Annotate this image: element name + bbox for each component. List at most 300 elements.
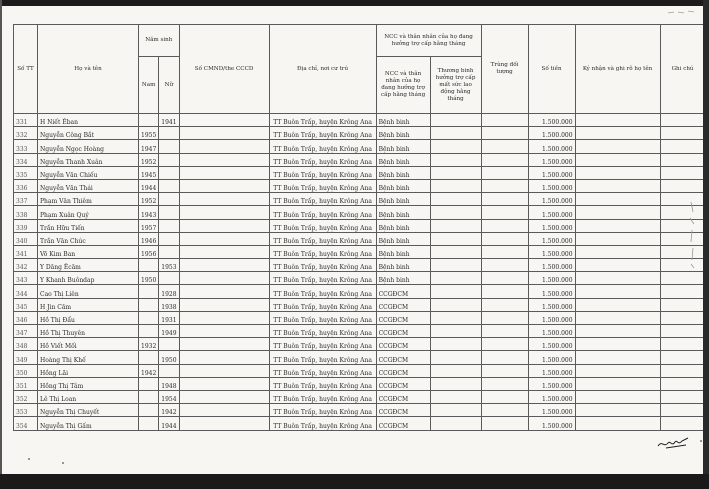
scan-edge-right (703, 0, 709, 489)
row-note (660, 166, 705, 179)
row-signature (575, 193, 660, 206)
row-birth-female: 1941 (159, 114, 179, 127)
row-birth-male: 1957 (139, 219, 159, 232)
row-stt: 338 (14, 206, 38, 219)
row-birth-male (139, 417, 159, 430)
row-stt: 346 (14, 311, 38, 324)
table-row (14, 219, 706, 232)
row-address: TT Buôn Trấp, huyện Krông Ana (269, 179, 376, 192)
row-amount: 1.500.000 (528, 219, 575, 232)
row-name: Phạm Văn Thiêm (38, 193, 139, 206)
row-category: Bệnh binh (376, 127, 430, 140)
row-birth-female: 1944 (159, 417, 179, 430)
row-stt: 340 (14, 232, 38, 245)
row-overlap (481, 390, 528, 403)
row-name: Trần Văn Chúc (38, 232, 139, 245)
table-row (14, 364, 706, 377)
row-overlap (481, 298, 528, 311)
row-address: TT Buôn Trấp, huyện Krông Ana (269, 219, 376, 232)
row-signature (575, 417, 660, 430)
row-category: CCGĐCM (376, 364, 430, 377)
row-address: TT Buôn Trấp, huyện Krông Ana (269, 298, 376, 311)
row-category: Bệnh binh (376, 259, 430, 272)
row-signature (575, 311, 660, 324)
row-stt: 348 (14, 338, 38, 351)
row-overlap (481, 245, 528, 258)
header-overlap: Trùng đối tượng (481, 25, 528, 114)
scan-speck (62, 462, 64, 464)
header-id-card: Số CMND/the CCCD (179, 25, 269, 114)
initial-signature (656, 436, 690, 450)
row-amount: 1.500.000 (528, 259, 575, 272)
row-amount: 1.500.000 (528, 206, 575, 219)
row-invalid (430, 127, 481, 140)
row-overlap (481, 404, 528, 417)
row-invalid (430, 206, 481, 219)
row-signature (575, 166, 660, 179)
row-amount: 1.500.000 (528, 404, 575, 417)
row-note (660, 179, 705, 192)
row-id-card (179, 325, 269, 338)
table-row (14, 285, 706, 298)
header-female: Nữ (159, 57, 179, 114)
row-signature (575, 127, 660, 140)
row-note (660, 364, 705, 377)
row-invalid (430, 364, 481, 377)
row-stt: 347 (14, 325, 38, 338)
row-signature (575, 285, 660, 298)
row-amount: 1.500.000 (528, 364, 575, 377)
row-signature (575, 153, 660, 166)
header-birth-year: Năm sinh (139, 25, 180, 57)
row-overlap (481, 351, 528, 364)
table-row (14, 377, 706, 390)
row-stt: 349 (14, 351, 38, 364)
row-name: Nguyễn Thị Gấm (38, 417, 139, 430)
row-invalid (430, 404, 481, 417)
row-invalid (430, 219, 481, 232)
row-category: CCGĐCM (376, 351, 430, 364)
row-amount: 1.500.000 (528, 153, 575, 166)
header-name: Họ và tên (38, 25, 139, 114)
row-amount: 1.500.000 (528, 417, 575, 430)
row-note (660, 404, 705, 417)
row-invalid (430, 166, 481, 179)
row-address: TT Buôn Trấp, huyện Krông Ana (269, 127, 376, 140)
row-id-card (179, 127, 269, 140)
row-invalid (430, 390, 481, 403)
row-amount: 1.500.000 (528, 245, 575, 258)
row-name: Phạm Xuân Quý (38, 206, 139, 219)
row-note (660, 377, 705, 390)
row-note (660, 285, 705, 298)
row-stt: 336 (14, 179, 38, 192)
beneficiary-table (13, 24, 706, 431)
row-signature (575, 179, 660, 192)
row-amount: 1.500.000 (528, 338, 575, 351)
row-signature (575, 272, 660, 285)
scan-edge-bottom (0, 474, 709, 489)
row-id-card (179, 311, 269, 324)
row-invalid (430, 245, 481, 258)
row-birth-male (139, 351, 159, 364)
row-birth-female (159, 338, 179, 351)
table-row (14, 206, 706, 219)
row-signature (575, 298, 660, 311)
row-name: Võ Kim Ban (38, 245, 139, 258)
row-category: Bệnh binh (376, 206, 430, 219)
row-id-card (179, 179, 269, 192)
row-note (660, 140, 705, 153)
row-birth-male: 1947 (139, 140, 159, 153)
row-stt: 350 (14, 364, 38, 377)
row-id-card (179, 272, 269, 285)
scan-edge-left (0, 0, 2, 489)
row-id-card (179, 219, 269, 232)
row-signature (575, 390, 660, 403)
row-signature (575, 351, 660, 364)
row-amount: 1.500.000 (528, 127, 575, 140)
row-address: TT Buôn Trấp, huyện Krông Ana (269, 364, 376, 377)
row-id-card (179, 338, 269, 351)
row-amount: 1.500.000 (528, 166, 575, 179)
row-birth-male: 1945 (139, 166, 159, 179)
row-birth-male: 1946 (139, 232, 159, 245)
row-birth-female (159, 219, 179, 232)
row-address: TT Buôn Trấp, huyện Krông Ana (269, 153, 376, 166)
row-invalid (430, 311, 481, 324)
row-overlap (481, 219, 528, 232)
table-row (14, 245, 706, 258)
row-birth-male (139, 285, 159, 298)
row-name: H Niết Êban (38, 114, 139, 127)
row-stt: 344 (14, 285, 38, 298)
row-category: CCGĐCM (376, 377, 430, 390)
row-stt: 353 (14, 404, 38, 417)
row-birth-male (139, 377, 159, 390)
row-id-card (179, 153, 269, 166)
table-row (14, 127, 706, 140)
row-category: Bệnh binh (376, 114, 430, 127)
table-row (14, 404, 706, 417)
row-overlap (481, 179, 528, 192)
row-stt: 352 (14, 390, 38, 403)
table-row (14, 232, 706, 245)
row-id-card (179, 298, 269, 311)
row-overlap (481, 338, 528, 351)
table-row (14, 272, 706, 285)
row-overlap (481, 325, 528, 338)
row-note (660, 351, 705, 364)
scan-edge-top (0, 0, 709, 6)
row-birth-female (159, 166, 179, 179)
row-note (660, 338, 705, 351)
row-birth-female: 1931 (159, 311, 179, 324)
row-overlap (481, 114, 528, 127)
row-stt: 337 (14, 193, 38, 206)
row-birth-male (139, 259, 159, 272)
row-signature (575, 404, 660, 417)
row-invalid (430, 298, 481, 311)
row-birth-male: 1955 (139, 127, 159, 140)
row-birth-male: 1956 (139, 245, 159, 258)
row-category: Bệnh binh (376, 272, 430, 285)
row-address: TT Buôn Trấp, huyện Krông Ana (269, 193, 376, 206)
scan-speck (700, 440, 702, 442)
row-address: TT Buôn Trấp, huyện Krông Ana (269, 232, 376, 245)
header-invalid: Thương binh hưởng trợ cấp mất sức lao động hằng tháng (430, 57, 481, 114)
row-overlap (481, 193, 528, 206)
row-amount: 1.500.000 (528, 298, 575, 311)
row-name: Hồ Thị Đẩu (38, 311, 139, 324)
row-name: Nguyễn Thanh Xuân (38, 153, 139, 166)
row-birth-female (159, 206, 179, 219)
row-category: CCGĐCM (376, 298, 430, 311)
row-stt: 341 (14, 245, 38, 258)
row-category: CCGĐCM (376, 325, 430, 338)
header-stt: Số TT (14, 25, 38, 114)
row-birth-male: 1952 (139, 153, 159, 166)
row-amount: 1.500.000 (528, 114, 575, 127)
table-row (14, 351, 706, 364)
row-category: Bệnh binh (376, 245, 430, 258)
row-signature (575, 114, 660, 127)
row-birth-male (139, 298, 159, 311)
row-invalid (430, 285, 481, 298)
row-birth-female: 1948 (159, 377, 179, 390)
table-row (14, 390, 706, 403)
table-row (14, 193, 706, 206)
row-overlap (481, 259, 528, 272)
row-stt: 354 (14, 417, 38, 430)
row-category: Bệnh binh (376, 232, 430, 245)
row-birth-female (159, 153, 179, 166)
row-overlap (481, 206, 528, 219)
row-birth-female (159, 179, 179, 192)
row-invalid (430, 377, 481, 390)
row-stt: 331 (14, 114, 38, 127)
row-invalid (430, 259, 481, 272)
row-birth-female: 1942 (159, 404, 179, 417)
row-overlap (481, 285, 528, 298)
row-signature (575, 364, 660, 377)
row-category: CCGĐCM (376, 311, 430, 324)
row-amount: 1.500.000 (528, 311, 575, 324)
row-name: Lê Thị Loan (38, 390, 139, 403)
row-address: TT Buôn Trấp, huyện Krông Ana (269, 272, 376, 285)
row-id-card (179, 285, 269, 298)
row-overlap (481, 311, 528, 324)
row-name: Hoàng Thị Khế (38, 351, 139, 364)
row-amount: 1.500.000 (528, 390, 575, 403)
row-amount: 1.500.000 (528, 272, 575, 285)
row-category: Bệnh binh (376, 219, 430, 232)
row-birth-female (159, 232, 179, 245)
row-amount: 1.500.000 (528, 285, 575, 298)
row-overlap (481, 364, 528, 377)
row-category: Bệnh binh (376, 193, 430, 206)
row-invalid (430, 325, 481, 338)
row-invalid (430, 140, 481, 153)
row-id-card (179, 404, 269, 417)
row-overlap (481, 417, 528, 430)
row-amount: 1.500.000 (528, 193, 575, 206)
row-birth-female: 1950 (159, 351, 179, 364)
row-category: CCGĐCM (376, 417, 430, 430)
row-id-card (179, 232, 269, 245)
row-category: Bệnh binh (376, 140, 430, 153)
table-row (14, 417, 706, 430)
header-ncc-relatives: NCC và thân nhân của họ đang hưởng trợ cấp hằng tháng (376, 57, 430, 114)
table-row (14, 166, 706, 179)
row-signature (575, 377, 660, 390)
row-birth-male: 1943 (139, 206, 159, 219)
row-note (660, 311, 705, 324)
row-id-card (179, 114, 269, 127)
row-address: TT Buôn Trấp, huyện Krông Ana (269, 338, 376, 351)
row-overlap (481, 166, 528, 179)
row-category: CCGĐCM (376, 404, 430, 417)
header-signature: Ký nhận và ghi rõ họ tên (575, 25, 660, 114)
table-body (14, 114, 706, 431)
row-invalid (430, 351, 481, 364)
row-overlap (481, 272, 528, 285)
row-invalid (430, 193, 481, 206)
row-note (660, 325, 705, 338)
row-signature (575, 259, 660, 272)
row-overlap (481, 232, 528, 245)
table-row (14, 298, 706, 311)
table-row (14, 179, 706, 192)
row-invalid (430, 338, 481, 351)
row-category: Bệnh binh (376, 179, 430, 192)
row-invalid (430, 153, 481, 166)
row-birth-female: 1953 (159, 259, 179, 272)
row-invalid (430, 232, 481, 245)
row-note (660, 114, 705, 127)
row-birth-male: 1932 (139, 338, 159, 351)
row-name: Nguyễn Văn Thái (38, 179, 139, 192)
row-birth-male: 1942 (139, 364, 159, 377)
row-birth-male (139, 404, 159, 417)
row-invalid (430, 114, 481, 127)
table-row (14, 114, 706, 127)
row-name: Hồng Lãi (38, 364, 139, 377)
row-amount: 1.500.000 (528, 232, 575, 245)
header-ncc-group: NCC và thân nhân của họ đang hưởng trợ cấp hằng tháng (376, 25, 481, 57)
row-invalid (430, 417, 481, 430)
row-address: TT Buôn Trấp, huyện Krông Ana (269, 140, 376, 153)
row-amount: 1.500.000 (528, 377, 575, 390)
row-address: TT Buôn Trấp, huyện Krông Ana (269, 390, 376, 403)
row-stt: 343 (14, 272, 38, 285)
row-birth-male: 1944 (139, 179, 159, 192)
row-address: TT Buôn Trấp, huyện Krông Ana (269, 245, 376, 258)
row-birth-female (159, 272, 179, 285)
row-invalid (430, 272, 481, 285)
table-row (14, 140, 706, 153)
row-category: CCGĐCM (376, 390, 430, 403)
row-id-card (179, 417, 269, 430)
row-name: Hồng Thị Tâm (38, 377, 139, 390)
header-address: Địa chỉ, nơi cư trú (269, 25, 376, 114)
row-name: Y Khanh Buôndap (38, 272, 139, 285)
row-name: Nguyễn Công Bắt (38, 127, 139, 140)
row-birth-male (139, 390, 159, 403)
row-birth-male (139, 325, 159, 338)
row-signature (575, 338, 660, 351)
row-note (660, 153, 705, 166)
table-row (14, 153, 706, 166)
row-stt: 351 (14, 377, 38, 390)
table-row (14, 338, 706, 351)
row-id-card (179, 193, 269, 206)
row-category: CCGĐCM (376, 285, 430, 298)
row-signature (575, 325, 660, 338)
row-birth-female (159, 364, 179, 377)
row-birth-female (159, 140, 179, 153)
row-overlap (481, 153, 528, 166)
row-signature (575, 232, 660, 245)
row-signature (575, 245, 660, 258)
corner-scribble (666, 8, 696, 16)
row-birth-male: 1952 (139, 193, 159, 206)
row-address: TT Buôn Trấp, huyện Krông Ana (269, 206, 376, 219)
header-male: Nam (139, 57, 159, 114)
row-birth-male (139, 311, 159, 324)
row-name: Hồ Viết Mối (38, 338, 139, 351)
row-birth-female (159, 127, 179, 140)
row-birth-female: 1928 (159, 285, 179, 298)
row-id-card (179, 259, 269, 272)
header-note: Ghi chú (660, 25, 705, 114)
row-address: TT Buôn Trấp, huyện Krông Ana (269, 417, 376, 430)
row-birth-female: 1949 (159, 325, 179, 338)
row-invalid (430, 179, 481, 192)
row-birth-male (139, 114, 159, 127)
row-stt: 339 (14, 219, 38, 232)
row-name: Cao Thị Liên (38, 285, 139, 298)
row-address: TT Buôn Trấp, huyện Krông Ana (269, 114, 376, 127)
scan-noise-mark (687, 200, 699, 270)
row-amount: 1.500.000 (528, 351, 575, 364)
row-id-card (179, 364, 269, 377)
row-id-card (179, 377, 269, 390)
row-stt: 332 (14, 127, 38, 140)
row-birth-female: 1938 (159, 298, 179, 311)
row-category: Bệnh binh (376, 166, 430, 179)
row-id-card (179, 206, 269, 219)
row-address: TT Buôn Trấp, huyện Krông Ana (269, 404, 376, 417)
row-signature (575, 219, 660, 232)
row-amount: 1.500.000 (528, 325, 575, 338)
row-note (660, 417, 705, 430)
row-address: TT Buôn Trấp, huyện Krông Ana (269, 166, 376, 179)
row-id-card (179, 140, 269, 153)
table-row (14, 311, 706, 324)
row-birth-female (159, 193, 179, 206)
row-id-card (179, 390, 269, 403)
row-note (660, 390, 705, 403)
row-stt: 333 (14, 140, 38, 153)
row-name: Nguyễn Văn Chiếu (38, 166, 139, 179)
row-id-card (179, 166, 269, 179)
header-amount: Số tiền (528, 25, 575, 114)
row-signature (575, 140, 660, 153)
row-address: TT Buôn Trấp, huyện Krông Ana (269, 351, 376, 364)
row-address: TT Buôn Trấp, huyện Krông Ana (269, 311, 376, 324)
row-category: Bệnh binh (376, 153, 430, 166)
